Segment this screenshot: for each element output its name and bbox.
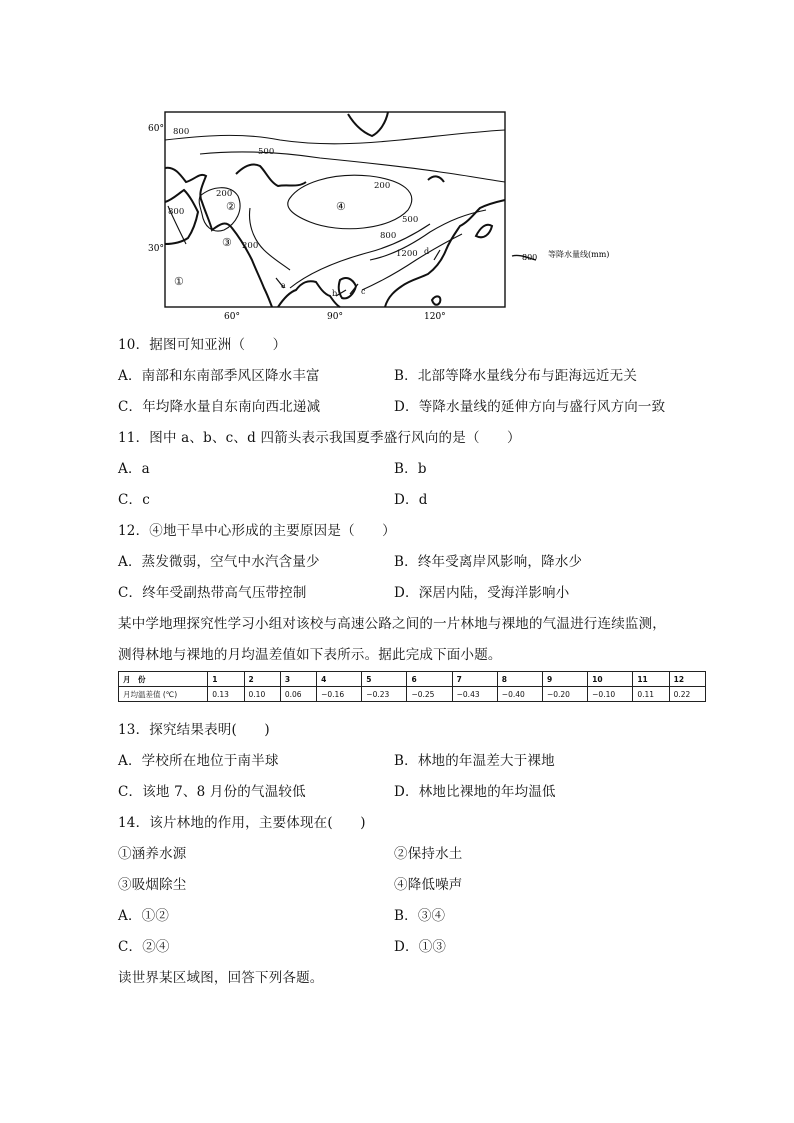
table-row-label: 月均温差值 (℃) <box>119 687 208 702</box>
q12-stem: 12．④地干旱中心形成的主要原因是（ ） <box>118 523 396 539</box>
value-cell: 0.13 <box>208 687 244 702</box>
q14-item-4: ④降低噪声 <box>394 877 463 893</box>
lat-label-30: 30° <box>148 244 164 254</box>
q12-option-b: B．终年受离岸风影响，降水少 <box>394 554 583 570</box>
q14-option-b: B．③④ <box>394 908 446 924</box>
month-cell: 7 <box>452 672 497 687</box>
q10-stem: 10．据图可知亚洲（ ） <box>118 337 287 353</box>
coastlines <box>165 112 505 307</box>
lon-label-60: 60° <box>224 312 240 320</box>
arrow-label-b: b <box>332 289 338 298</box>
q10-option-d: D．等降水量线的延伸方向与盛行风方向一致 <box>394 399 666 415</box>
arrow-d <box>434 250 440 260</box>
month-cell: 1 <box>208 672 244 687</box>
isohyet-label: 200 <box>374 181 391 191</box>
month-cell: 4 <box>317 672 362 687</box>
region-label-4: ④ <box>336 200 346 213</box>
q11-option-b: B．b <box>394 461 427 477</box>
region-label-3: ③ <box>222 236 232 249</box>
value-cell: −0.23 <box>362 687 407 702</box>
lon-label-90: 90° <box>327 312 343 320</box>
q13-stem: 13．探究结果表明( ) <box>118 722 270 738</box>
isohyet-label: 200 <box>242 241 259 251</box>
q13-option-c: C．该地 7、8 月份的气温较低 <box>118 784 306 800</box>
isohyet-label: 500 <box>258 147 275 157</box>
temperature-difference-table <box>118 671 706 702</box>
q11-option-a: A．a <box>118 461 150 477</box>
value-cell: −0.25 <box>407 687 452 702</box>
arrow-label-d: d <box>424 247 430 256</box>
q11-option-d: D．d <box>394 492 428 508</box>
month-cell: 6 <box>407 672 452 687</box>
intro-line-1: 某中学地理探究性学习小组对该校与高速公路之间的一片林地与裸地的气温进行连续监测， <box>118 616 666 632</box>
intro-line-2: 测得林地与裸地的月均温差值如下表所示。据此完成下面小题。 <box>118 647 502 663</box>
region-label-1: ① <box>174 275 184 288</box>
isohyet-label: 1200 <box>396 249 418 259</box>
month-cell: 2 <box>244 672 280 687</box>
q12-option-a: A．蒸发微弱，空气中水汽含量少 <box>118 554 320 570</box>
value-cell: 0.06 <box>280 687 316 702</box>
q11-option-c: C．c <box>118 492 150 508</box>
isohyet-label: 200 <box>216 189 233 199</box>
q13-option-d: D．林地比裸地的年均温低 <box>394 784 556 800</box>
q13-option-b: B．林地的年温差大于裸地 <box>394 753 555 769</box>
region-label-2: ② <box>226 200 236 213</box>
q14-item-2: ②保持水土 <box>394 846 463 862</box>
value-cell: 0.11 <box>633 687 669 702</box>
table-header-label: 月 份 <box>119 672 208 687</box>
isohyet-800-north <box>165 130 505 144</box>
q14-item-1: ①涵养水源 <box>118 846 187 862</box>
value-cell: −0.43 <box>452 687 497 702</box>
isohyet-label: 800 <box>168 207 185 217</box>
isohyet-label: 800 <box>380 231 397 241</box>
map-frame <box>165 112 505 307</box>
q10-option-a: A．南部和东南部季风区降水丰富 <box>118 368 320 384</box>
legend-text: 等降水量线(mm) <box>548 250 610 259</box>
q10-option-c: C．年均降水量自东南向西北递减 <box>118 399 321 415</box>
asia-precipitation-map <box>140 110 660 320</box>
arrow-label-a: a <box>281 281 286 290</box>
isohyets <box>165 130 505 290</box>
q14-option-d: D．①③ <box>394 939 447 955</box>
q11-stem: 11．图中 a、b、c、d 四箭头表示我国夏季盛行风向的是（ ） <box>118 430 521 446</box>
value-cell: −0.10 <box>588 687 633 702</box>
q10-option-b: B．北部等降水量线分布与距海远近无关 <box>394 368 638 384</box>
q14-option-c: C．②④ <box>118 939 170 955</box>
arrow-label-c: c <box>361 287 366 296</box>
isohyet-label: 500 <box>402 215 419 225</box>
value-cell: −0.20 <box>542 687 587 702</box>
month-cell: 12 <box>669 672 705 687</box>
lat-label-60: 60° <box>148 124 164 134</box>
isohyet-200-south <box>250 208 290 270</box>
value-cell: 0.22 <box>669 687 705 702</box>
value-cell: −0.40 <box>497 687 542 702</box>
lon-label-120: 120° <box>424 312 446 320</box>
table-value-row <box>119 687 706 702</box>
q14-option-a: A．①② <box>118 908 170 924</box>
month-cell: 5 <box>362 672 407 687</box>
q14-item-3: ③吸烟除尘 <box>118 877 187 893</box>
month-cell: 10 <box>588 672 633 687</box>
month-cell: 9 <box>542 672 587 687</box>
table-header-row <box>119 672 706 687</box>
month-cell: 3 <box>280 672 316 687</box>
q13-option-a: A．学校所在地位于南半球 <box>118 753 279 769</box>
q12-option-d: D．深居内陆，受海洋影响小 <box>394 585 570 601</box>
month-cell: 8 <box>497 672 542 687</box>
q12-option-c: C．终年受副热带高气压带控制 <box>118 585 307 601</box>
value-cell: 0.10 <box>244 687 280 702</box>
q14-stem: 14．该片林地的作用，主要体现在( ) <box>118 815 366 831</box>
value-cell: −0.16 <box>317 687 362 702</box>
month-cell: 11 <box>633 672 669 687</box>
closing-instruction: 读世界某区域图，回答下列各题。 <box>118 970 324 986</box>
isohyet-label: 800 <box>173 127 190 137</box>
isohyet-200-center <box>288 175 412 229</box>
legend-value: 800 <box>522 253 538 262</box>
